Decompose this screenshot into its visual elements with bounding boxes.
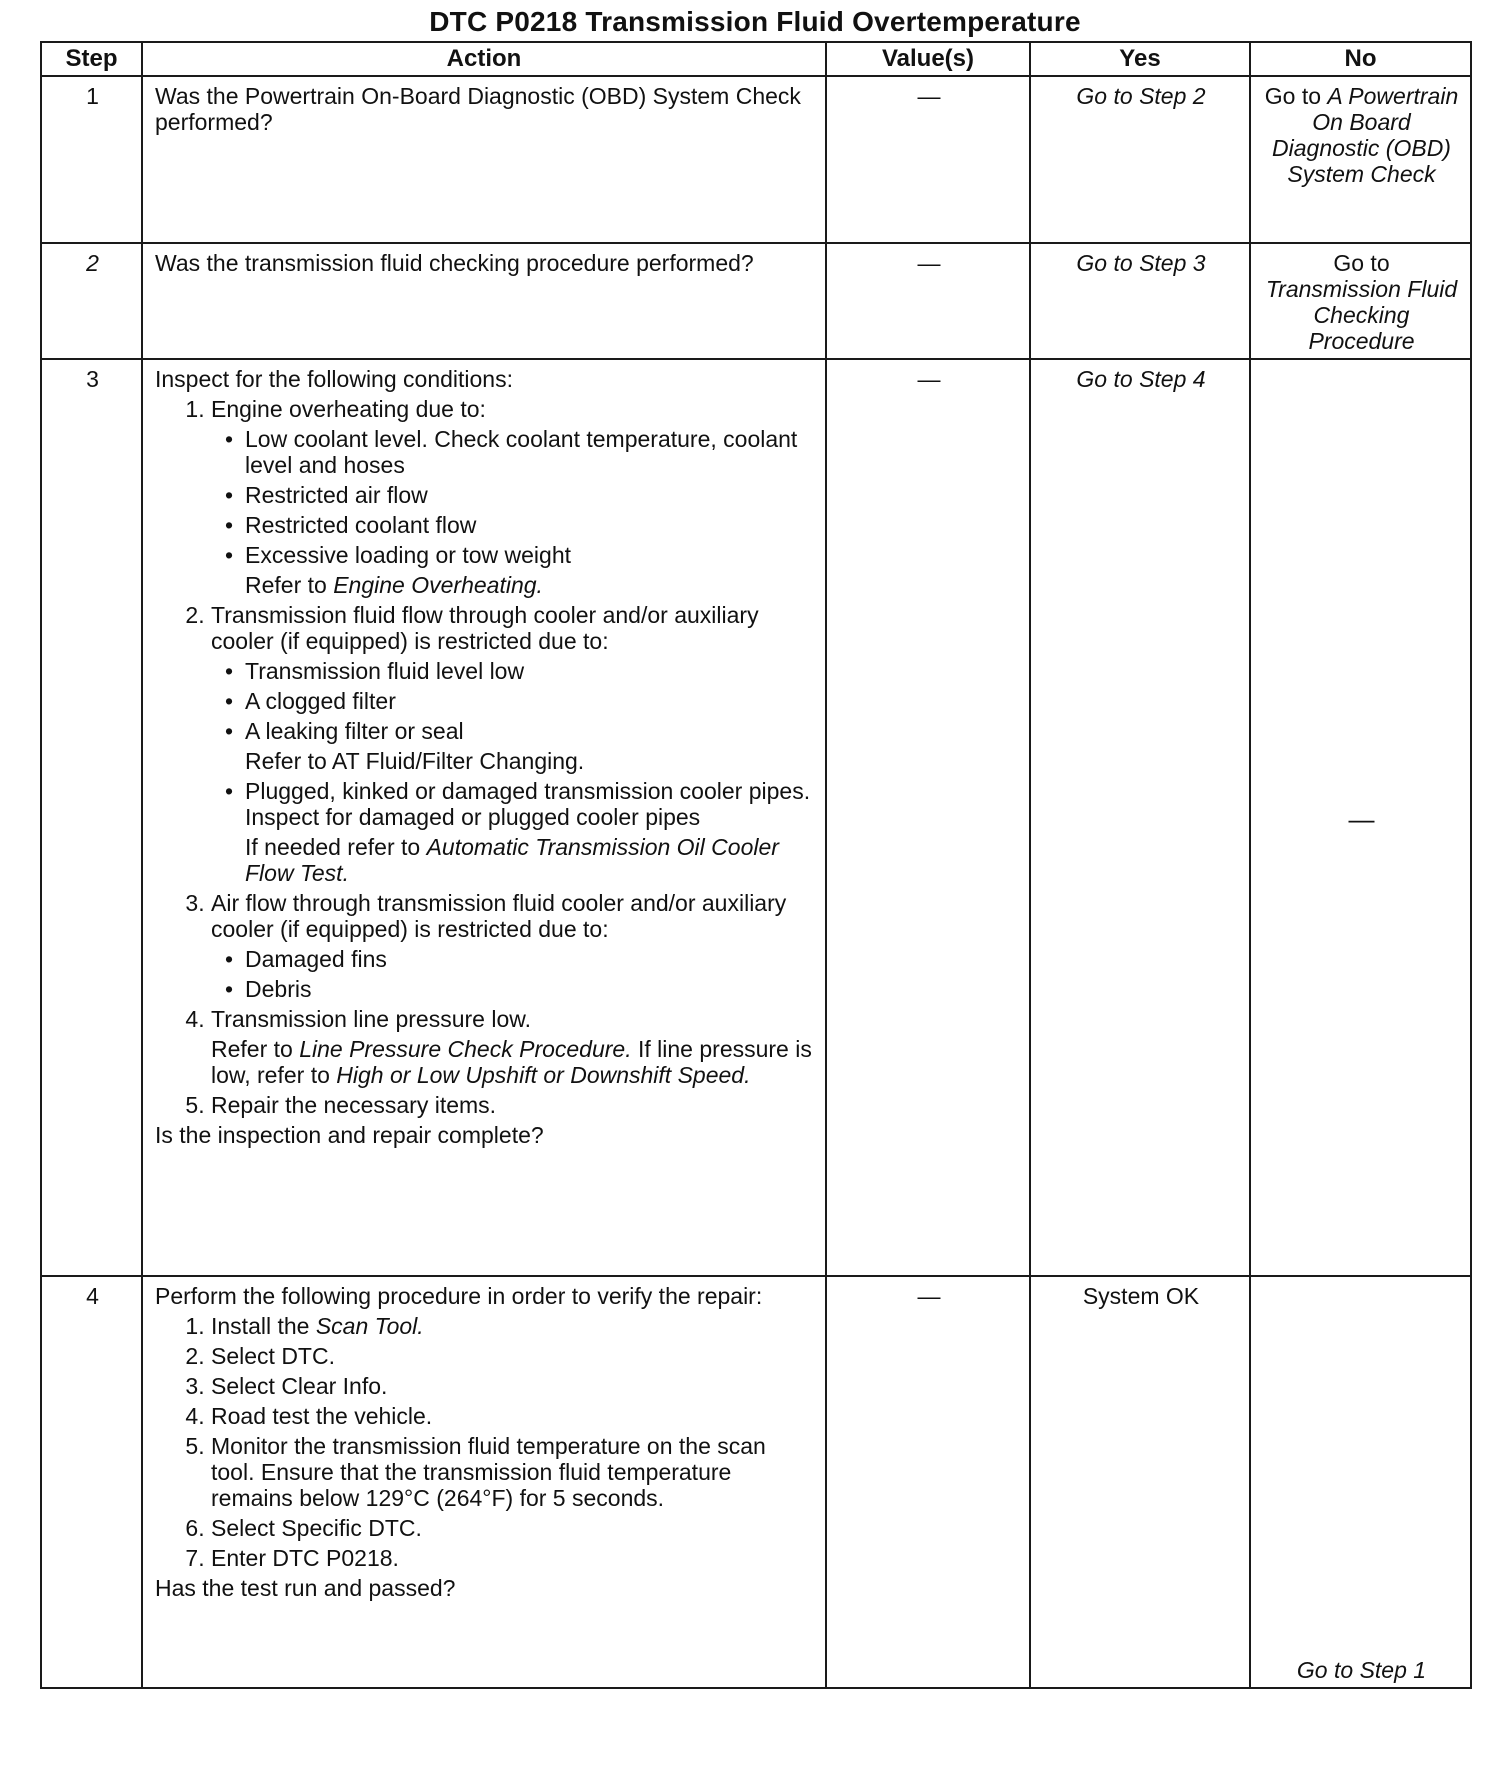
procedure-list [155, 1313, 815, 1571]
action-cell: Was the Powertrain On-Board Diagnostic (OBD) System Check performed? [142, 76, 826, 243]
list-item-text: Engine overheating due to: [211, 396, 486, 422]
list-item [211, 1006, 815, 1088]
bullet-item: • A clogged filter [245, 688, 815, 714]
bullet-item: • Restricted coolant flow [245, 512, 815, 538]
bullet-item: • Debris [245, 976, 815, 1002]
reference-prefix: Refer to [245, 572, 334, 598]
step-number: 1 [41, 76, 142, 243]
step-number: 2 [41, 243, 142, 359]
yes-cell: Go to Step 2 [1030, 76, 1250, 243]
table-row [41, 76, 1471, 243]
list-item: 3. Select Clear Info. [211, 1373, 815, 1399]
list-item: 4. Road test the vehicle. [211, 1403, 815, 1429]
reference-link: Line Pressure Check Procedure. [299, 1036, 632, 1062]
bullet-item: • Restricted air flow [245, 482, 815, 508]
bullet-item: • Damaged fins [245, 946, 815, 972]
reference-note [211, 1036, 815, 1088]
action-question: Has the test run and passed? [155, 1575, 456, 1601]
step-number: 3 [41, 359, 142, 1276]
list-item [211, 602, 815, 886]
list-item [211, 890, 815, 1002]
yes-cell: Go to Step 4 [1030, 359, 1250, 1276]
list-item: 7. Enter DTC P0218. [211, 1545, 815, 1571]
step-number: 4 [41, 1276, 142, 1688]
yes-cell: System OK [1030, 1276, 1250, 1688]
page-title: DTC P0218 Transmission Fluid Overtemperature [429, 6, 1081, 37]
no-cell [1250, 76, 1471, 243]
reference-note: Refer to AT Fluid/Filter Changing. [245, 748, 585, 774]
header-action: Action [142, 42, 826, 76]
list-item [211, 396, 815, 598]
list-item: 5. Repair the necessary items. [211, 1092, 815, 1118]
table-header-row [41, 42, 1471, 76]
table-row [41, 243, 1471, 359]
reference-prefix: If needed refer to [245, 834, 427, 860]
no-link: Transmission Fluid Checking Procedure [1265, 276, 1458, 354]
header-no: No [1250, 42, 1471, 76]
yes-cell: Go to Step 3 [1030, 243, 1250, 359]
bullet-item: • A leaking filter or seal [245, 718, 815, 744]
list-item-text: Transmission fluid flow through cooler and/or auxiliary cooler (if equipped) is restricted due to: [211, 602, 759, 654]
bullet-list [211, 658, 815, 744]
bullet-item: • Excessive loading or tow weight [245, 542, 815, 568]
action-question: Is the inspection and repair complete? [155, 1122, 544, 1148]
action-intro: Inspect for the following conditions: [155, 366, 513, 392]
list-item [211, 1313, 815, 1339]
condition-list [155, 396, 815, 1118]
reference-link: High or Low Upshift or Downshift Speed. [336, 1062, 751, 1088]
bullet-list [211, 426, 815, 568]
no-link: A Powertrain On Board Diagnostic (OBD) System Check [1272, 83, 1459, 187]
action-cell: Was the transmission fluid checking procedure performed? [142, 243, 826, 359]
no-cell [1250, 243, 1471, 359]
header-values: Value(s) [826, 42, 1030, 76]
value-cell: — [826, 76, 1030, 243]
reference-note [211, 572, 815, 598]
bullet-item: • Plugged, kinked or damaged transmission cooler pipes. Inspect for damaged or plugged cooler pipes [245, 778, 815, 830]
list-item: 2. Select DTC. [211, 1343, 815, 1369]
action-cell [142, 359, 826, 1276]
reference-text: If line pressure is low, refer to [211, 1036, 812, 1088]
header-step: Step [41, 42, 142, 76]
list-item-text: Transmission line pressure low. [211, 1006, 531, 1032]
list-item-text: Air flow through transmission fluid cooler and/or auxiliary cooler (if equipped) is restricted due to: [211, 890, 787, 942]
value-cell: — [826, 1276, 1030, 1688]
diagnostic-table [40, 41, 1472, 1689]
value-cell: — [826, 359, 1030, 1276]
reference-link: Automatic Transmission Oil Cooler Flow Test. [245, 834, 779, 886]
bullet-item: • Transmission fluid level low [245, 658, 815, 684]
reference-note [211, 834, 815, 886]
action-intro: Perform the following procedure in order to verify the repair: [155, 1283, 763, 1309]
list-item-text: Install the [211, 1313, 316, 1339]
list-item: 5. Monitor the transmission fluid temperature on the scan tool. Ensure that the transmission fluid temperature remains below 129°C (264°F) for 5 seconds. [211, 1433, 815, 1511]
reference-link: Scan Tool. [315, 1313, 424, 1339]
no-prefix: Go to [1333, 250, 1390, 276]
bullet-list [211, 946, 815, 1002]
bullet-item: • Low coolant level. Check coolant temperature, coolant level and hoses [245, 426, 815, 478]
no-prefix: Go to [1264, 83, 1328, 109]
table-row [41, 1276, 1471, 1688]
reference-link: Engine Overheating. [333, 572, 543, 598]
action-cell [142, 1276, 826, 1688]
bullet-list [211, 778, 815, 830]
no-cell: Go to Step 1 [1250, 1276, 1471, 1688]
no-cell: — [1250, 359, 1471, 1276]
header-yes: Yes [1030, 42, 1250, 76]
reference-prefix: Refer to [211, 1036, 300, 1062]
table-row [41, 359, 1471, 1276]
value-cell: — [826, 243, 1030, 359]
list-item: 6. Select Specific DTC. [211, 1515, 815, 1541]
